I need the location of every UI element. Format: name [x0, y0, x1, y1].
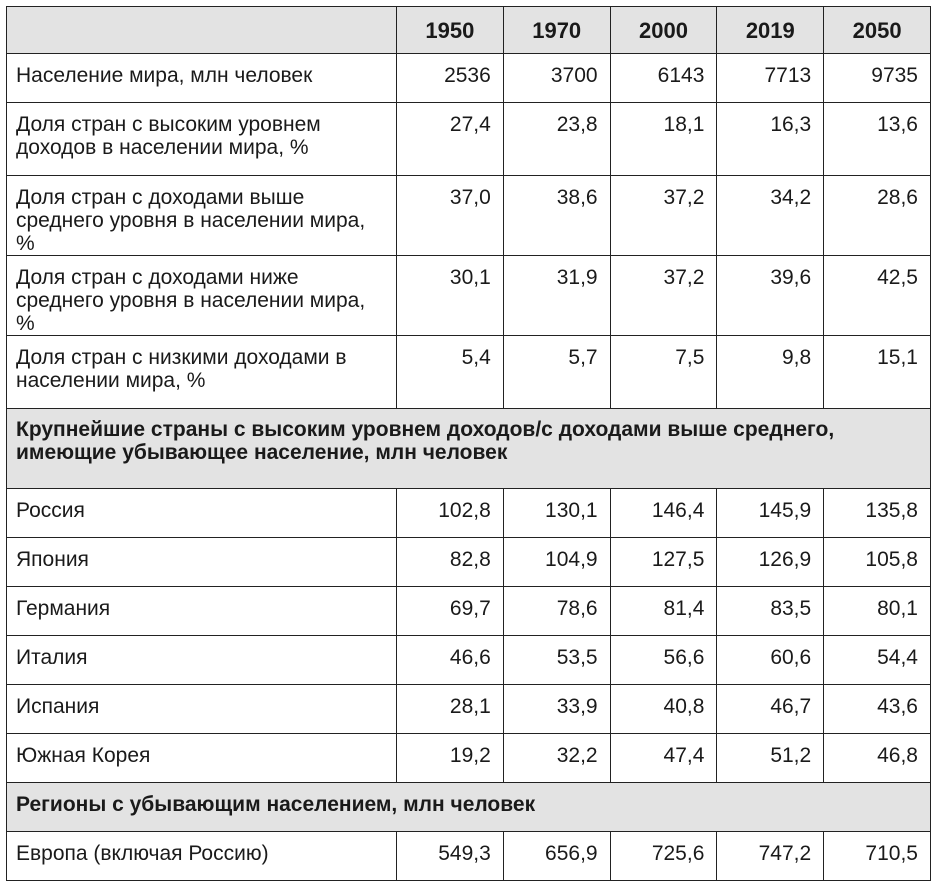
value-cell: 27,4 — [397, 103, 504, 176]
row-label: Россия — [7, 489, 397, 538]
value-cell: 53,5 — [503, 636, 610, 685]
value-cell: 747,2 — [717, 832, 824, 881]
value-cell: 28,1 — [397, 685, 504, 734]
value-cell: 56,6 — [610, 636, 717, 685]
value-cell: 145,9 — [717, 489, 824, 538]
value-cell: 83,5 — [717, 587, 824, 636]
value-cell: 51,2 — [717, 734, 824, 783]
value-cell: 126,9 — [717, 538, 824, 587]
value-cell: 34,2 — [717, 176, 824, 256]
section-header-row — [7, 783, 931, 832]
value-cell: 80,1 — [824, 587, 931, 636]
value-cell: 105,8 — [824, 538, 931, 587]
value-cell: 5,7 — [503, 336, 610, 409]
section-title-countries: Крупнейшие страны с высоким уровнем доходов/с доходами выше среднего, имеющие убывающее население, млн человек — [7, 409, 931, 489]
value-cell: 28,6 — [824, 176, 931, 256]
row-label: Доля стран с доходами ниже среднего уровня в населении мира, % — [7, 256, 397, 336]
header-row — [7, 7, 931, 54]
value-cell: 54,4 — [824, 636, 931, 685]
row-label: Германия — [7, 587, 397, 636]
table-row — [7, 54, 931, 103]
value-cell: 37,0 — [397, 176, 504, 256]
value-cell: 33,9 — [503, 685, 610, 734]
year-header: 1970 — [503, 7, 610, 54]
table-row — [7, 538, 931, 587]
table-row — [7, 832, 931, 881]
year-header: 2019 — [717, 7, 824, 54]
value-cell: 3700 — [503, 54, 610, 103]
value-cell: 2536 — [397, 54, 504, 103]
value-cell: 13,6 — [824, 103, 931, 176]
value-cell: 16,3 — [717, 103, 824, 176]
value-cell: 47,4 — [610, 734, 717, 783]
value-cell: 32,2 — [503, 734, 610, 783]
value-cell: 15,1 — [824, 336, 931, 409]
value-cell: 9735 — [824, 54, 931, 103]
value-cell: 31,9 — [503, 256, 610, 336]
row-label: Южная Корея — [7, 734, 397, 783]
value-cell: 46,6 — [397, 636, 504, 685]
value-cell: 6143 — [610, 54, 717, 103]
section-title-regions: Регионы с убывающим населением, млн человек — [7, 783, 931, 832]
population-table — [6, 6, 931, 881]
value-cell: 18,1 — [610, 103, 717, 176]
value-cell: 60,6 — [717, 636, 824, 685]
row-label: Италия — [7, 636, 397, 685]
value-cell: 710,5 — [824, 832, 931, 881]
value-cell: 104,9 — [503, 538, 610, 587]
value-cell: 19,2 — [397, 734, 504, 783]
row-label: Испания — [7, 685, 397, 734]
table-row — [7, 489, 931, 538]
population-table-container — [6, 6, 931, 881]
table-row — [7, 176, 931, 256]
value-cell: 69,7 — [397, 587, 504, 636]
row-label: Доля стран с высоким уровнем доходов в населении мира, % — [7, 103, 397, 176]
table-row — [7, 256, 931, 336]
table-row — [7, 103, 931, 176]
value-cell: 9,8 — [717, 336, 824, 409]
header-corner-cell — [7, 7, 397, 54]
value-cell: 30,1 — [397, 256, 504, 336]
value-cell: 7,5 — [610, 336, 717, 409]
row-label: Население мира, млн человек — [7, 54, 397, 103]
value-cell: 46,7 — [717, 685, 824, 734]
row-label: Доля стран с низкими доходами в населении мира, % — [7, 336, 397, 409]
value-cell: 102,8 — [397, 489, 504, 538]
value-cell: 82,8 — [397, 538, 504, 587]
value-cell: 725,6 — [610, 832, 717, 881]
year-header: 2000 — [610, 7, 717, 54]
value-cell: 81,4 — [610, 587, 717, 636]
value-cell: 7713 — [717, 54, 824, 103]
value-cell: 43,6 — [824, 685, 931, 734]
row-label: Европа (включая Россию) — [7, 832, 397, 881]
value-cell: 78,6 — [503, 587, 610, 636]
value-cell: 37,2 — [610, 176, 717, 256]
value-cell: 39,6 — [717, 256, 824, 336]
value-cell: 40,8 — [610, 685, 717, 734]
table-row — [7, 685, 931, 734]
value-cell: 38,6 — [503, 176, 610, 256]
table-row — [7, 336, 931, 409]
value-cell: 5,4 — [397, 336, 504, 409]
value-cell: 37,2 — [610, 256, 717, 336]
row-label: Япония — [7, 538, 397, 587]
value-cell: 146,4 — [610, 489, 717, 538]
row-label: Доля стран с доходами выше среднего уровня в населении мира, % — [7, 176, 397, 256]
value-cell: 130,1 — [503, 489, 610, 538]
value-cell: 46,8 — [824, 734, 931, 783]
table-row — [7, 587, 931, 636]
value-cell: 42,5 — [824, 256, 931, 336]
value-cell: 549,3 — [397, 832, 504, 881]
value-cell: 135,8 — [824, 489, 931, 538]
table-row — [7, 734, 931, 783]
table-row — [7, 636, 931, 685]
section-header-row — [7, 409, 931, 489]
value-cell: 127,5 — [610, 538, 717, 587]
value-cell: 23,8 — [503, 103, 610, 176]
year-header: 2050 — [824, 7, 931, 54]
value-cell: 656,9 — [503, 832, 610, 881]
year-header: 1950 — [397, 7, 504, 54]
